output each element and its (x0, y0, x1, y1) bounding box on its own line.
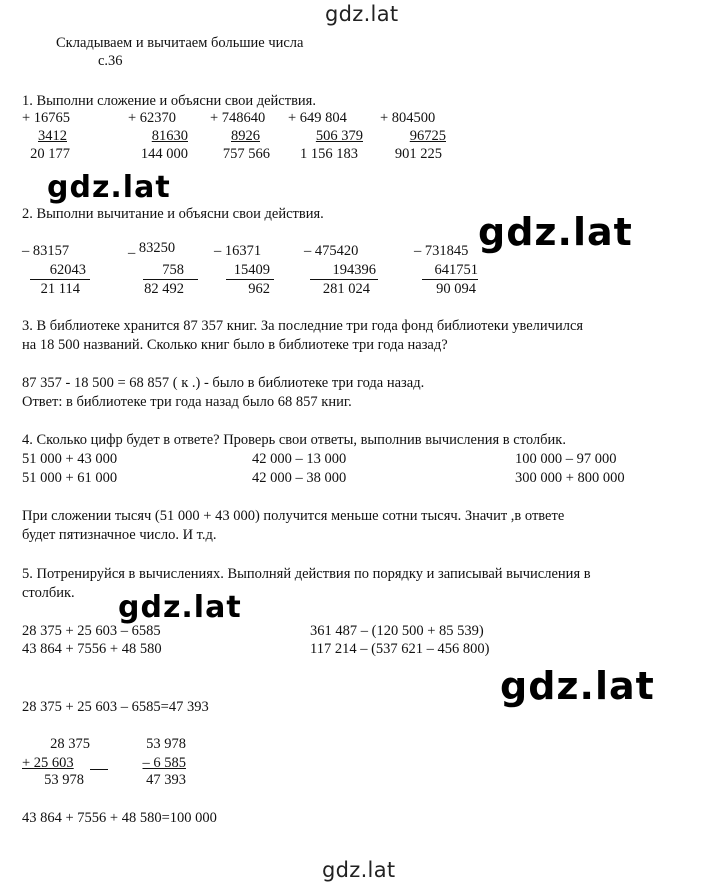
t2-c4-line (310, 279, 378, 280)
task4-r2-c3: 300 000 + 800 000 (515, 470, 625, 486)
c1-b: + 25 603 (22, 755, 74, 771)
t2-c2-a: _ 83250 (128, 240, 176, 256)
t1-c1-b: 3412 (38, 128, 67, 144)
task5-expr-2: 361 487 – (120 500 + 85 539) (310, 623, 484, 639)
task5-expr-4: 117 214 – (537 621 – 456 800) (310, 641, 490, 657)
task5-solution-1: 28 375 + 25 603 – 6585=47 393 (22, 699, 209, 715)
t2-c2-b: 758 (162, 262, 184, 278)
t2-c3-line (226, 279, 274, 280)
watermark-3: gdz.lat (118, 590, 242, 625)
t2-c2-r: 82 492 (144, 281, 184, 297)
watermark-top: gdz.lat (325, 2, 399, 26)
watermark-bottom: gdz.lat (322, 858, 396, 882)
watermark-4: gdz.lat (500, 664, 655, 708)
t1-c3-r: 757 566 (222, 146, 270, 162)
task5-line2: столбик. (22, 585, 75, 601)
c1-r: 53 978 (44, 772, 84, 788)
t1-c2-a: + 62370 (128, 110, 177, 126)
t1-c5-a: + 804500 (380, 110, 436, 126)
task4-explanation-1: При сложении тысяч (51 000 + 43 000) получится меньше сотни тысяч. Значит ,в ответе (22, 508, 565, 524)
watermark-2: gdz.lat (478, 210, 633, 254)
task5-expr-3: 43 864 + 7556 + 48 580 (22, 641, 162, 657)
c1-a: 28 375 (50, 736, 90, 752)
task4-r1-c1: 51 000 + 43 000 (22, 451, 118, 467)
c2-r: 47 393 (146, 772, 186, 788)
t2-c5-b: 641751 (434, 262, 478, 278)
task2-title: 2. Выполни вычитание и объясни свои действия. (22, 206, 324, 222)
t1-c5-r: 901 225 (394, 146, 442, 162)
task4-title: 4. Сколько цифр будет в ответе? Проверь свои ответы, выполнив вычисления в столбик. (22, 432, 566, 448)
t1-c5-b: 96725 (409, 128, 446, 144)
t2-c5-r: 90 094 (436, 281, 476, 297)
task3-line1: 3. В библиотеке хранится 87 357 книг. За последние три года фонд библиотеки увеличился (22, 318, 584, 334)
task4-r2-c1: 51 000 + 61 000 (22, 470, 118, 486)
task3-answer: Ответ: в библиотеке три года назад было 68 857 книг. (22, 394, 352, 410)
task4-explanation-2: будет пятизначное число. И т.д. (22, 527, 217, 543)
t2-c1-b: 62043 (49, 262, 86, 278)
task5-solution-2: 43 864 + 7556 + 48 580=100 000 (22, 810, 217, 826)
t2-c3-a: – 16371 (214, 243, 262, 259)
t1-c3-a: + 748640 (210, 110, 266, 126)
t1-c4-b: 506 379 (315, 128, 363, 144)
t2-c5-a: – 731845 (414, 243, 469, 259)
t1-c4-a: + 649 804 (288, 110, 347, 126)
page-heading: Складываем и вычитаем большие числа (56, 35, 304, 51)
task3-line2: на 18 500 названий. Сколько книг было в библиотеке три года назад? (22, 337, 448, 353)
page-number: с.36 (98, 53, 123, 69)
t2-c2-line (143, 279, 198, 280)
t2-c4-r: 281 024 (322, 281, 370, 297)
task1-title: 1. Выполни сложение и объясни свои действия. (22, 93, 316, 109)
task5-expr-1: 28 375 + 25 603 – 6585 (22, 623, 161, 639)
t2-c4-a: – 475420 (304, 243, 359, 259)
task3-solution: 87 357 - 18 500 = 68 857 ( к .) - было в библиотеке три года назад. (22, 375, 425, 391)
t2-c4-b: 194396 (332, 262, 376, 278)
c1-line (90, 769, 108, 770)
task4-r1-c3: 100 000 – 97 000 (515, 451, 617, 467)
task5-line1: 5. Потренируйся в вычислениях. Выполняй действия по порядку и записывай вычисления в (22, 566, 591, 582)
t1-c4-r: 1 156 183 (300, 146, 358, 162)
c2-a: 53 978 (146, 736, 186, 752)
watermark-1: gdz.lat (47, 170, 171, 205)
t2-c3-b: 15409 (233, 262, 270, 278)
t2-c1-r: 21 114 (40, 281, 80, 297)
t1-c1-r: 20 177 (30, 146, 70, 162)
t2-c1-a: – 83157 (22, 243, 70, 259)
t1-c3-b: 8926 (231, 128, 260, 144)
task4-r2-c2: 42 000 – 38 000 (252, 470, 347, 486)
task4-r1-c2: 42 000 – 13 000 (252, 451, 347, 467)
t2-c1-line (30, 279, 90, 280)
t2-c5-line (422, 279, 478, 280)
t1-c2-r: 144 000 (140, 146, 188, 162)
t1-c2-b: 81630 (151, 128, 188, 144)
t1-c1-a: + 16765 (22, 110, 71, 126)
t2-c3-r: 962 (248, 281, 270, 297)
c2-b: – 6 585 (142, 755, 186, 771)
